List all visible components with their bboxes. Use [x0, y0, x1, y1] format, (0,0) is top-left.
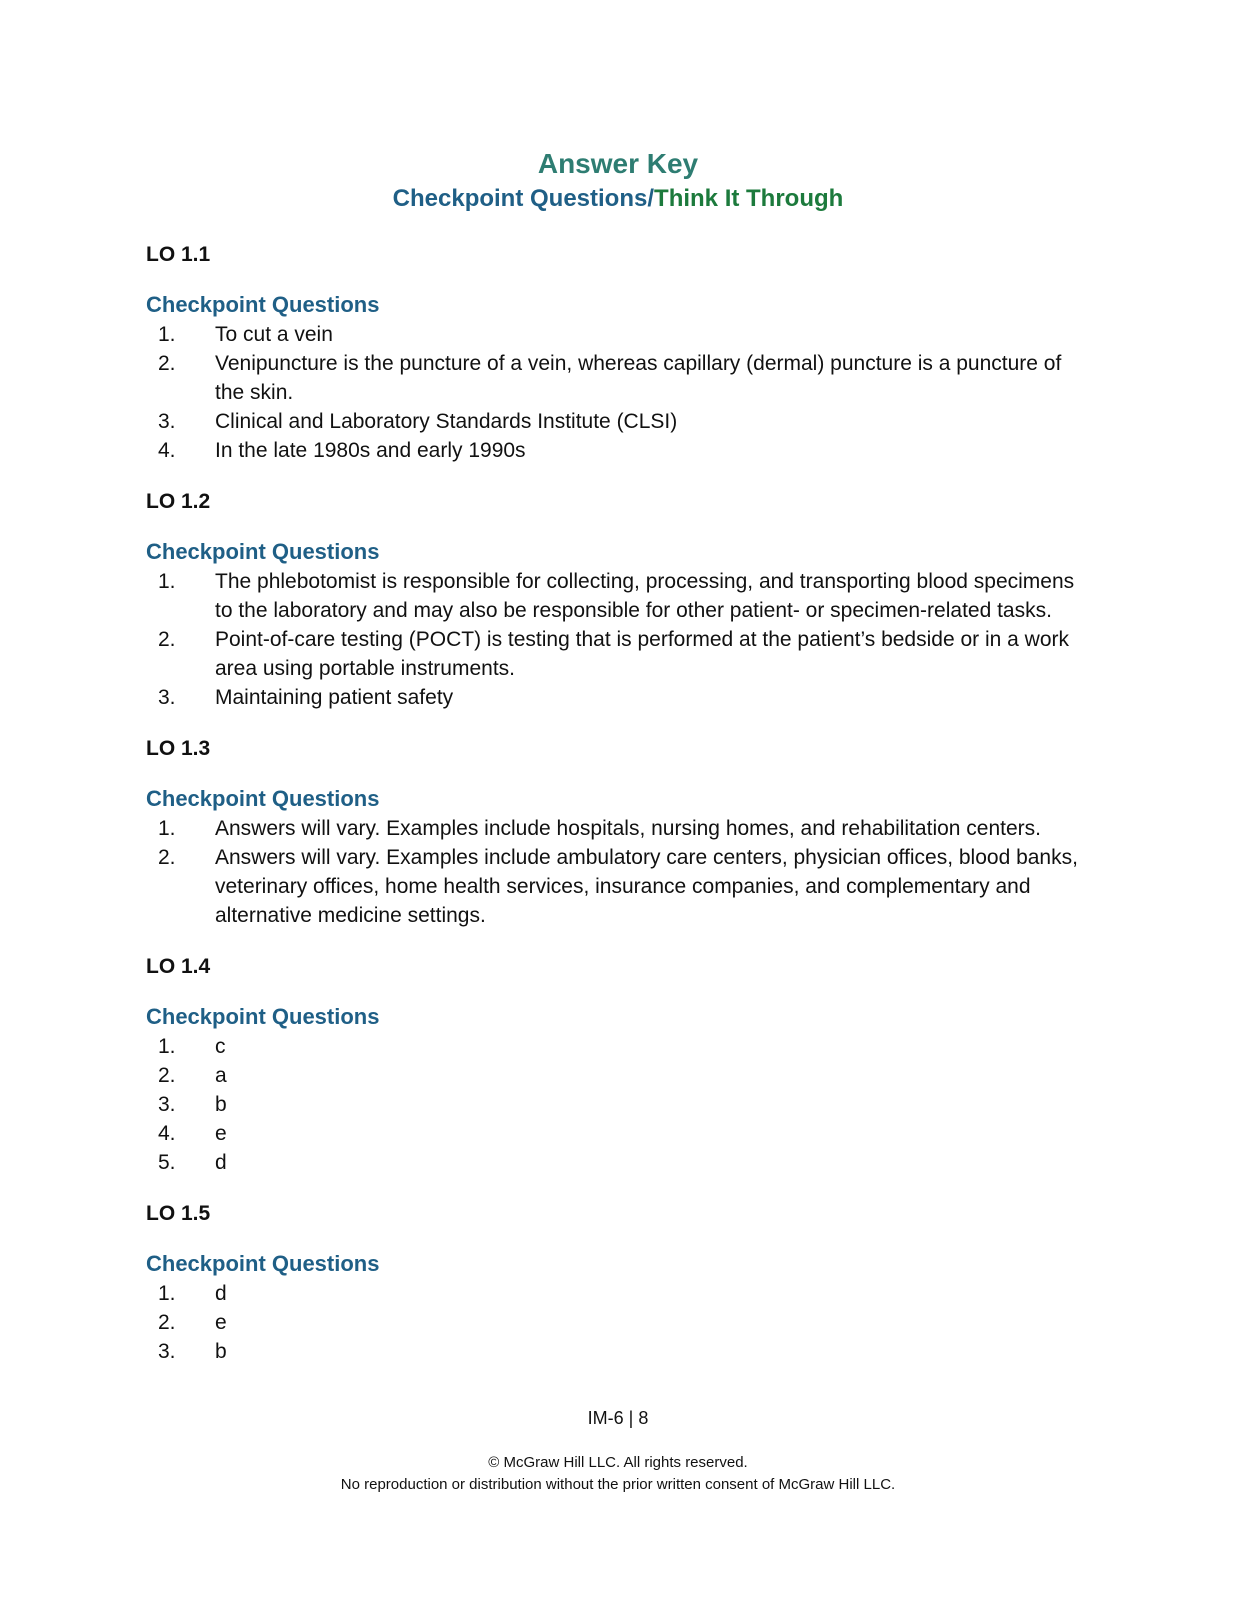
answer-text: Clinical and Laboratory Standards Institute (CLSI) — [215, 410, 678, 433]
lo-section — [146, 952, 1096, 1177]
copyright-notice — [0, 1452, 1236, 1496]
subtitle-think-it-through: Think It Through — [654, 185, 844, 212]
answer-list — [146, 1032, 1096, 1177]
answer-item — [146, 320, 1096, 349]
checkpoint-questions-heading: Checkpoint Questions — [146, 786, 380, 811]
answer-content — [146, 240, 1096, 1388]
answer-number: 5. — [158, 1151, 176, 1174]
answer-number: 1. — [158, 1035, 176, 1058]
answer-number: 2. — [158, 1311, 176, 1334]
answer-text: Venipuncture is the puncture of a vein, whereas capillary (dermal) puncture is a puncture of the skin. — [215, 352, 1062, 404]
answer-item — [146, 1032, 1096, 1061]
answer-item — [146, 1090, 1096, 1119]
answer-text: d — [215, 1151, 227, 1174]
answer-number: 2. — [158, 352, 176, 375]
answer-item — [146, 349, 1096, 407]
answer-item — [146, 407, 1096, 436]
answer-text: Answers will vary. Examples include hospitals, nursing homes, and rehabilitation centers. — [215, 817, 1042, 840]
answer-text: In the late 1980s and early 1990s — [215, 439, 526, 462]
checkpoint-questions-heading: Checkpoint Questions — [146, 292, 380, 317]
answer-item — [146, 1061, 1096, 1090]
answer-text: b — [215, 1340, 227, 1363]
answer-number: 1. — [158, 1282, 176, 1305]
lo-heading: LO 1.1 — [146, 243, 211, 266]
lo-section — [146, 240, 1096, 465]
page-title: Answer Key — [537, 148, 699, 179]
lo-heading: LO 1.3 — [146, 737, 211, 760]
lo-section — [146, 487, 1096, 712]
answer-item — [146, 814, 1096, 843]
checkpoint-questions-heading: Checkpoint Questions — [146, 539, 380, 564]
answer-number: 3. — [158, 686, 176, 709]
answer-item — [146, 1308, 1096, 1337]
answer-text: c — [215, 1035, 226, 1058]
answer-text: Point-of-care testing (POCT) is testing that is performed at the patient’s bedside or in a work area using portable instruments. — [215, 628, 1070, 680]
lo-section — [146, 1199, 1096, 1366]
copyright-line-2: No reproduction or distribution without the prior written consent of McGraw Hill LLC. — [340, 1476, 896, 1493]
answer-number: 1. — [158, 817, 176, 840]
subtitle-checkpoint: Checkpoint Questions/ — [392, 185, 655, 212]
answer-text: b — [215, 1093, 227, 1116]
answer-text: Maintaining patient safety — [215, 686, 454, 709]
answer-item — [146, 567, 1096, 625]
answer-text: e — [215, 1122, 227, 1145]
lo-section — [146, 734, 1096, 930]
answer-list — [146, 1279, 1096, 1366]
answer-number: 4. — [158, 439, 176, 462]
answer-list — [146, 567, 1096, 712]
answer-item — [146, 1337, 1096, 1366]
answer-item — [146, 1119, 1096, 1148]
answer-text: Answers will vary. Examples include ambulatory care centers, physician offices, blood banks, veterinary offices, home health services, insurance companies, and complementary and alternative medicine settings. — [215, 846, 1078, 927]
page-subtitle — [0, 182, 1236, 216]
answer-number: 3. — [158, 410, 176, 433]
answer-number: 3. — [158, 1340, 176, 1363]
answer-text: To cut a vein — [215, 323, 333, 346]
answer-text: e — [215, 1311, 227, 1334]
answer-number: 2. — [158, 846, 176, 869]
page-number: IM-6 | 8 — [587, 1408, 649, 1428]
answer-item — [146, 436, 1096, 465]
answer-list — [146, 814, 1096, 930]
lo-heading: LO 1.4 — [146, 955, 211, 978]
title-block — [0, 146, 1236, 216]
answer-list — [146, 320, 1096, 465]
lo-heading: LO 1.2 — [146, 490, 211, 513]
answer-number: 3. — [158, 1093, 176, 1116]
answer-number: 1. — [158, 323, 176, 346]
checkpoint-questions-heading: Checkpoint Questions — [146, 1251, 380, 1276]
answer-item — [146, 843, 1096, 930]
answer-item — [146, 683, 1096, 712]
answer-number: 2. — [158, 1064, 176, 1087]
answer-text: a — [215, 1064, 227, 1087]
answer-item — [146, 625, 1096, 683]
answer-text: The phlebotomist is responsible for collecting, processing, and transporting blood specimens to the laboratory and may also be responsible for other patient- or specimen-related tasks. — [215, 570, 1075, 622]
answer-number: 2. — [158, 628, 176, 651]
answer-number: 4. — [158, 1122, 176, 1145]
answer-text: d — [215, 1282, 227, 1305]
answer-item — [146, 1148, 1096, 1177]
answer-item — [146, 1279, 1096, 1308]
answer-number: 1. — [158, 570, 176, 593]
copyright-line-1: © McGraw Hill LLC. All rights reserved. — [488, 1454, 748, 1471]
lo-heading: LO 1.5 — [146, 1202, 211, 1225]
checkpoint-questions-heading: Checkpoint Questions — [146, 1004, 380, 1029]
